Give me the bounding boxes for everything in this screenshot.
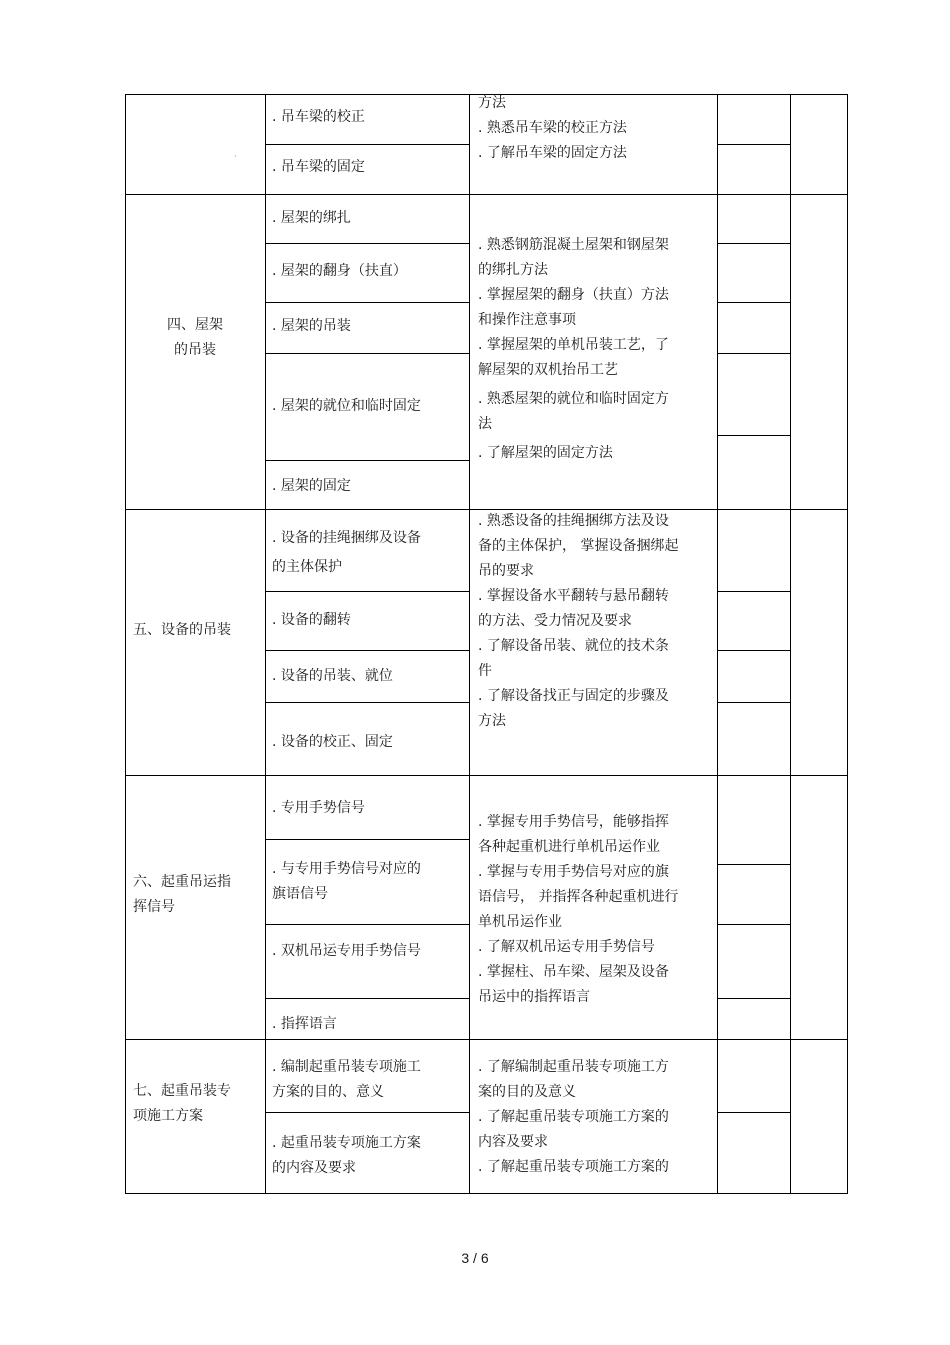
item-cell: . 设备的校正、固定 xyxy=(272,734,393,750)
item-cell: . 设备的挂绳捆绑及设备 的主体保护 xyxy=(272,530,421,575)
item-cell: . 设备的吊装、就位 xyxy=(272,668,393,684)
requirement-cell: . 熟悉设备的挂绳捆绑方法及设 备的主体保护， 掌握设备捆绑起 吊的要求 . 掌握设备水平翻转与悬吊翻转 的方法、受力情况及要求 . 了解设备吊装、就位的技术条 件 . 了解设备找正与固定的步骤及 方法 xyxy=(478,513,679,729)
score-divider xyxy=(717,1112,791,1113)
section-title: 七、起重吊装专 项施工方案 xyxy=(133,1083,231,1124)
stray-mark: · xyxy=(234,152,237,161)
item-cell: . 吊车梁的校正 xyxy=(272,109,365,125)
item-cell: . 吊车梁的固定 xyxy=(272,159,365,175)
score-divider xyxy=(717,650,791,651)
score-divider xyxy=(717,435,791,436)
requirement-cell: 方法 . 熟悉吊车梁的校正方法 . 了解吊车梁的固定方法 xyxy=(478,95,627,161)
item-divider xyxy=(265,302,469,303)
section-title: 五、设备的吊装 xyxy=(133,622,231,638)
item-divider xyxy=(265,460,469,461)
item-divider xyxy=(265,924,469,925)
item-divider xyxy=(265,591,469,592)
section-divider-3 xyxy=(125,775,848,776)
table-divider-col2 xyxy=(469,94,470,1194)
requirement-cell: . 熟悉钢筋混凝土屋架和钢屋架 的绑扎方法 . 掌握屋架的翻身（扶直）方法 和操作注意事项 . 掌握屋架的单机吊装工艺，了 解屋架的双机抬吊工艺 . 熟悉屋架的就位和临时固定方 法 . 了解屋架的固定方法 xyxy=(478,237,669,461)
table-border-bottom xyxy=(125,1193,848,1194)
score-divider xyxy=(717,864,791,865)
item-divider xyxy=(265,650,469,651)
item-cell: . 屋架的固定 xyxy=(272,478,351,494)
table-border-left xyxy=(125,94,126,1194)
page-number: 3 / 6 xyxy=(461,1250,489,1266)
score-divider xyxy=(717,591,791,592)
item-divider xyxy=(265,243,469,244)
score-divider xyxy=(717,243,791,244)
score-divider xyxy=(717,924,791,925)
item-cell: . 屋架的吊装 xyxy=(272,318,351,334)
item-cell: . 专用手势信号 xyxy=(272,800,365,816)
item-divider xyxy=(265,839,469,840)
section-title: 四、屋架 的吊装 xyxy=(167,317,223,358)
item-cell: . 与专用手势信号对应的 旗语信号 xyxy=(272,861,421,902)
item-divider xyxy=(265,998,469,999)
item-cell: . 屋架的绑扎 xyxy=(272,210,351,226)
item-divider xyxy=(265,353,469,354)
section-divider-1 xyxy=(125,194,848,195)
table-divider-col4 xyxy=(790,94,791,1194)
item-cell: . 屋架的翻身（扶直） xyxy=(272,263,407,279)
table-border-right xyxy=(847,94,848,1194)
item-cell: . 双机吊运专用手势信号 xyxy=(272,943,421,959)
item-cell: . 起重吊装专项施工方案 的内容及要求 xyxy=(272,1135,421,1176)
score-divider xyxy=(717,302,791,303)
table-divider-col3 xyxy=(717,94,718,1194)
item-divider xyxy=(265,144,469,145)
section-divider-4 xyxy=(125,1039,848,1040)
section-title: 六、起重吊运指 挥信号 xyxy=(133,874,231,915)
requirement-cell: . 了解编制起重吊装专项施工方 案的目的及意义 . 了解起重吊装专项施工方案的 内容及要求 . 了解起重吊装专项施工方案的 xyxy=(478,1059,669,1175)
item-cell: . 编制起重吊装专项施工 方案的目的、意义 xyxy=(272,1059,421,1100)
requirement-cell: . 掌握专用手势信号，能够指挥 各种起重机进行单机吊运作业 . 掌握与专用手势信号对应的旗 语信号， 并指挥各种起重机进行 单机吊运作业 . 了解双机吊运专用手势信号 . 掌握柱、吊车梁、屋架及设备 吊运中的指挥语言 xyxy=(478,814,679,1005)
score-divider xyxy=(717,998,791,999)
item-cell: . 指挥语言 xyxy=(272,1016,337,1032)
table-divider-col1 xyxy=(265,94,266,1194)
score-divider xyxy=(717,353,791,354)
item-divider xyxy=(265,702,469,703)
item-cell: . 设备的翻转 xyxy=(272,612,351,628)
item-cell: . 屋架的就位和临时固定 xyxy=(272,398,421,414)
score-divider xyxy=(717,702,791,703)
item-divider xyxy=(265,1112,469,1113)
score-divider xyxy=(717,144,791,145)
